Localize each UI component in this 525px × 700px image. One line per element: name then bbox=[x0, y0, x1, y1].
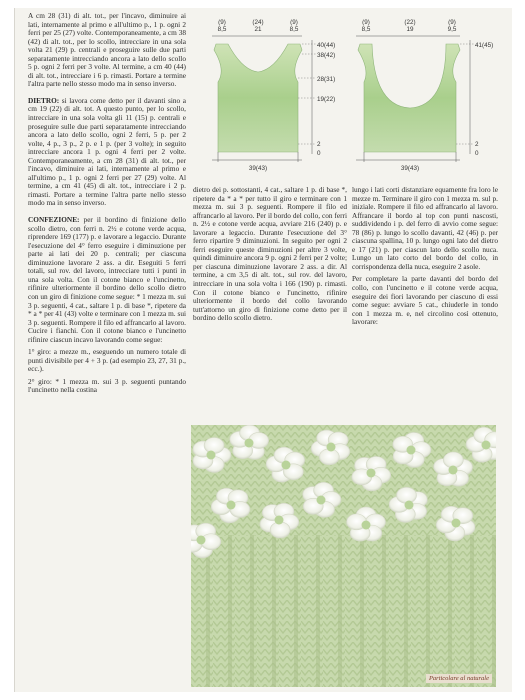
front-armhole-paragraph: A cm 28 (31) di alt. tot., per l'incavo, diminuire ai lati, internamente al primo e all'ultimo p., 1 p. ogni 2 ferri per 25 (27) volte. Contemporaneamente, a cm 38 (42) di alt. tot., per lo scollo, intrecciare in una sola volta 21 (29) p. centrali e proseguire sulle due parti separatamente intrecciando ancora a lato dello scollo 5 p. ogni 2 ferri per 3 volte. Al termine, a cm 40 (44) di alt. tot., intrecciare i 6 p. rimasti. Portare a termine l'altra parte nello stesso modo ma in senso inverso. bbox=[28, 11, 186, 89]
front-side-label-5: 2 bbox=[317, 141, 321, 148]
front-side-label-3: 28(31) bbox=[317, 76, 336, 83]
round-1-paragraph: 1° giro: a mezze m., eseguendo un numero totale di punti divisibile per 4 + 3 p. (ad esempio 23, 27, 31 p., ecc.). bbox=[28, 347, 186, 374]
collar-border-paragraph: lungo i lati corti distanziare equamente fra loro le mezze m. Terminare il giro con 1 mezza m. sul p. iniziale. Rompere il filo ed affrancarlo al lavoro. Affrancare il bordo al top con punti nascosti, suddividendo i p. del ferro di avvio come segue: 78 (86) p. lungo lo scollo davanti, 42 (46) p. per ciascuna spallina, 10 p. lungo ogni lato del dietro e 17 (21) p. per ciascun lato dello scollo nuca. Lungo un lato corto del bordo del collo, in corrispondenza della nuca, eseguire 2 asole. bbox=[352, 185, 498, 271]
column-3 bbox=[352, 186, 498, 327]
back-top-value-2: 19 bbox=[406, 26, 414, 33]
back-bottom-label: 39(43) bbox=[400, 165, 420, 172]
column-2 bbox=[193, 186, 347, 323]
front-top-value-2: 21 bbox=[254, 26, 262, 33]
back-paragraph bbox=[28, 97, 186, 208]
back-schematic bbox=[356, 19, 493, 172]
collar-paragraph: dietro dei p. sottostanti, 4 cat., saltare 1 p. di base *, ripetere da * a * per tutto il giro e terminare con 1 mezza m. sui 3 p. seguenti. Rompere il filo ed affrancarlo al lavoro. Per il bordo del collo, con ferri n. 2½ e cotone verde acqua, avviare 216 (240) p. e lavorare a legaccio. Durante l'esecuzione del 3° ferro ripartire 9 diminuzioni. In seguito per ogni 2 ferri eseguire queste diminuzioni per altre 3 volte, quindi diminuire ancora 9 p. ogni 2 ferri per 2 volte; per ciascuna diminuzione lavorare 2 ass. a dir. Al termine, a cm 3,5 di alt. tot., sul rov. del lavoro, intrecciare in una sola volta i 166 (190) p. rimasti. Con il cotone bianco e l'uncinetto, rifinire ulteriormente il bordo del collo lavorando tutt'attorno un giro di finizione come detto per il bordino dello scollo dietro. bbox=[193, 185, 347, 323]
front-top-label-3: (9) bbox=[290, 19, 298, 26]
back-top-value-1: 8,5 bbox=[361, 26, 371, 33]
back-side-label-2: 2 bbox=[475, 141, 479, 148]
finishing-text: per il bordino di finizione dello scollo dietro, con ferri n. 2½ e cotone verde acqua, riprendere 169 (177) p. e lavorare a legaccio. Durante l'esecuzione del 4° ferro eseguire i diminuzione per parte ai lati dei 20 p. centrali; per ciascuna diminuzione lavorare 2 ass. a dir. Eseguiti 5 ferri totali, sul rov. del lavoro, intrecciare tutti i punti in una sola volta. Con il cotone bianco e l'uncinetto, rifinire ulteriormente il bordino dello scollo dietro con un giro di finizione come segue: * 1 mezza m. sui 3 p. seguenti, 4 cat., saltare 1 p. di base *, ripetere da * a * per 41 (43) volte e terminare con 1 mezza m. sui 3 p. seguenti. Rompere il filo ed affrancarlo al lavoro. Cucire i fianchi. Con il cotone bianco e l'uncinetto rifinire ciascun incavo lavorando come segue: bbox=[28, 215, 186, 344]
front-side-label-4: 19(22) bbox=[317, 96, 336, 103]
front-schematic bbox=[212, 19, 335, 172]
photo-caption: Particolare al naturale bbox=[426, 674, 492, 683]
finishing-heading: CONFEZIONE: bbox=[28, 215, 80, 225]
back-side-label-1: 41(45) bbox=[475, 42, 494, 49]
front-top-label-1: (9) bbox=[218, 19, 226, 26]
back-top-label-3: (9) bbox=[448, 19, 456, 26]
back-heading: DIETRO: bbox=[28, 95, 60, 105]
round-2-paragraph: 2° giro: * 1 mezza m. sui 3 p. seguenti puntando l'uncinetto nella costina bbox=[28, 376, 186, 395]
front-top-label-2: (24) bbox=[252, 19, 264, 26]
schematic-diagrams bbox=[198, 10, 510, 175]
column-1 bbox=[28, 12, 186, 395]
back-top-value-3: 9,5 bbox=[447, 26, 457, 33]
front-bottom-label: 39(43) bbox=[248, 165, 268, 172]
front-side-label-6: 0 bbox=[317, 150, 321, 157]
front-side-label-1: 40(44) bbox=[317, 42, 336, 49]
front-top-value-3: 8,5 bbox=[289, 26, 299, 33]
back-text: si lavora come detto per il davanti sino a cm 19 (22) di alt. tot. A questo punto, per lo scollo, intrecciare in una sola volta gli 11 (15) p. centrali e proseguire sulle due parti separatamente intrecciando ancora a lato dello scollo, ogni 2 ferri, 5 p. per 2 volte, 4 p., 3 p., 2 p. e 1 p. (per 3 volte); in seguito intrecciare ancora 1 p. ogni 4 ferri per 2 volte. Contemporaneamente, a cm 28 (31) di alt. tot., per l'incavo, diminuire ai lati, internamente al primo e all'ultimo p., 1 p. ogni 2 ferri per 27 (29) volte. Al termine, a cm 41 (45) di alt. tot., intrecciare i 2 p. rimasti. Portare a termine l'altra parte nello stesso modo ma in senso inverso. bbox=[28, 95, 186, 208]
knit-detail-image bbox=[191, 425, 496, 687]
back-top-label-2: (22) bbox=[404, 19, 416, 26]
back-side-label-3: 0 bbox=[475, 150, 479, 157]
detail-photo bbox=[191, 425, 496, 687]
front-top-value-1: 8,5 bbox=[217, 26, 227, 33]
back-top-label-1: (9) bbox=[362, 19, 370, 26]
flowers-paragraph: Per completare la parte davanti del bordo del collo, con l'uncinetto e il cotone verde acqua, eseguire dei fiori lavorando per ciascuno di essi come segue: avviare 5 cat., chiuderle in tondo con 1 mezza m. e, nel circolino così ottenuto, lavorare: bbox=[352, 274, 498, 327]
finishing-paragraph bbox=[28, 216, 186, 344]
front-side-label-2: 38(42) bbox=[317, 52, 336, 59]
